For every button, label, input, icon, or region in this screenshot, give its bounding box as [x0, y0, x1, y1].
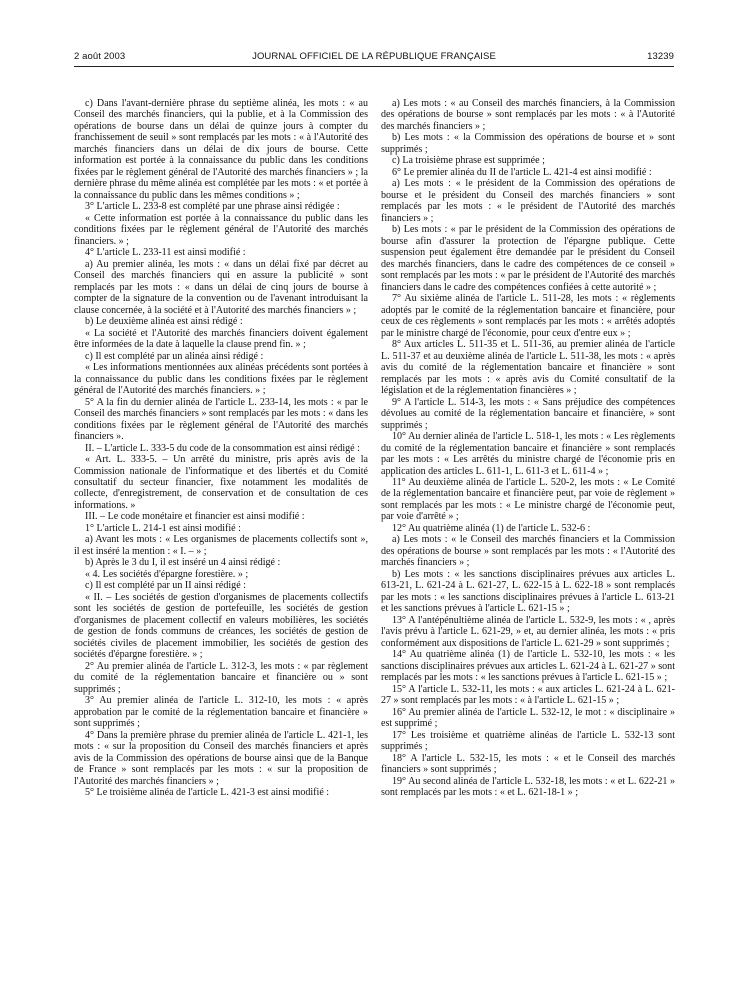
paragraph: « Cette information est portée à la connaissance du public dans les conditions fixées par le règlement général de l'Autorité des marchés financiers. » ;: [74, 212, 368, 247]
header-page-number: 13239: [647, 51, 674, 62]
paragraph: a) Les mots : « le Conseil des marchés financiers et la Commission des opérations de bourse » sont remplacés par les mots : « l'Autorité des marchés financiers » ;: [381, 534, 675, 569]
page-header: [74, 51, 674, 65]
paragraph: 14° Au quatrième alinéa (1) de l'article L. 532-10, les mots : « les sanctions disciplinaires prévues aux articles L. 621-24 à L. 621-27 » sont remplacés par les mots : « les sanctions prévues à l'article L. 621-15 » ;: [381, 649, 675, 684]
header-rule: [74, 66, 674, 67]
paragraph: a) Au premier alinéa, les mots : « dans un délai fixé par décret au Conseil des marchés financiers qui en assure la publicité » sont remplacés par les mots : « dans un délai de cinq jours de bourse à compter de la signature de la convention ou de l'avenant introduisant la clause concernée, à la société et à l'Autorité des marchés financiers » ;: [74, 258, 368, 316]
paragraph: 1° L'article L. 214-1 est ainsi modifié :: [85, 522, 241, 534]
right-column: [381, 98, 675, 799]
paragraph: a) Les mots : « le président de la Commission des opérations de bourse et le président du Conseil des marchés financiers » sont remplacés par les mots : « le président de l'Autorité des marchés financiers » ;: [381, 178, 675, 224]
paragraph: 12° Au quatrième alinéa (1) de l'article L. 532-6 :: [392, 522, 591, 534]
paragraph: 3° Au premier alinéa de l'article L. 312-10, les mots : « après approbation par le comité de la réglementation bancaire et financière » sont supprimés ;: [74, 695, 368, 730]
left-column: [74, 98, 368, 799]
paragraph: c) La troisième phrase est supprimée ;: [392, 155, 545, 167]
paragraph: 10° Au dernier alinéa de l'article L. 518-1, les mots : « Les règlements du comité de la réglementation bancaire et financière » sont remplacés par les mots : « Les arrêtés du ministre chargé de l'économie pris en application des articles L. 611-1, L. 611-3 et L. 611-4 » ;: [381, 431, 675, 477]
paragraph: 15° A l'article L. 532-11, les mots : « aux articles L. 621-24 à L. 621-27 » sont remplacés par les mots : « à l'article L. 621-15 » ;: [381, 683, 675, 707]
paragraph: II. – L'article L. 333-5 du code de la consommation est ainsi rédigé :: [85, 442, 360, 454]
paragraph: 4° L'article L. 233-11 est ainsi modifié :: [85, 247, 246, 259]
header-date: 2 août 2003: [74, 51, 126, 62]
paragraph: c) Il est complété par un II ainsi rédigé :: [85, 580, 246, 592]
paragraph: b) Les mots : « la Commission des opérations de bourse et » sont supprimés ;: [381, 132, 675, 155]
paragraph: 16° Au premier alinéa de l'article L. 532-12, le mot : « disciplinaire » est supprimé ;: [381, 706, 675, 730]
paragraph: c) Il est complété par un alinéa ainsi rédigé :: [85, 350, 264, 362]
paragraph: b) Après le 3 du I, il est inséré un 4 ainsi rédigé :: [85, 557, 281, 569]
paragraph: a) Les mots : « au Conseil des marchés financiers, à la Commission des opérations de bourse » sont remplacés par les mots : « à l'Autorité des marchés financiers » ;: [381, 98, 675, 132]
paragraph: c) Dans l'avant-dernière phrase du septième alinéa, les mots : « au Conseil des marchés financiers, qui la publie, et à la Commission des opérations de bourse dans un délai de quinze jours à compter du franchissement de seuil » sont remplacés par les mots : « à l'Autorité des marchés financiers dans un délai de dix jours de bourse. Cette information est portée à la connaissance du public dans les conditions fixées par le règlement général de l'Autorité des marchés financiers » ; la dernière phrase du même alinéa est complétée par les mots : « et portée à la connaissance du public dans les mêmes conditions » ;: [74, 98, 368, 201]
paragraph: 4° Dans la première phrase du premier alinéa de l'article L. 421-1, les mots : « sur la proposition du Conseil des marchés financiers et après avis de la Commission des opérations de bourse ainsi que de la Banque de France » sont remplacés par les mots : « sur la proposition de l'Autorité des marchés financiers » ;: [74, 729, 368, 787]
paragraph: « La société et l'Autorité des marchés financiers doivent également être informées de la date à laquelle la clause prend fin. » ;: [74, 327, 368, 351]
paragraph: 3° L'article L. 233-8 est complété par une phrase ainsi rédigée :: [85, 201, 340, 213]
paragraph: 18° A l'article L. 532-15, les mots : « et le Conseil des marchés financiers » sont supprimés ;: [381, 752, 675, 776]
paragraph: « Les informations mentionnées aux alinéas précédents sont portées à la connaissance du public dans les conditions fixées par le règlement général de l'Autorité des marchés financiers. » ;: [74, 362, 368, 397]
paragraph: b) Les mots : « les sanctions disciplinaires prévues aux articles L. 613-21, L. 621-24 à L. 621-27, L. 622-15 à L. 622-18 » sont remplacés par les mots : « les sanctions disciplinaires prévues à l'article L. 613-21 et les sanctions prévues à l'article L. 621-15 » ;: [381, 568, 675, 615]
paragraph: 5° A la fin du dernier alinéa de l'article L. 233-14, les mots : « par le Conseil des marchés financiers » sont remplacés par les mots : « dans les conditions fixées par le règlement général de l'Autorité des marchés financiers ».: [74, 396, 368, 443]
paragraph: 7° Au sixième alinéa de l'article L. 511-28, les mots : « règlements adoptés par le comité de la réglementation bancaire et financière, pour ceux de ces règlements » sont remplacés par les mots : « arrêtés adoptés par le ministre chargé de l'économie, pour ceux d'entre eux » ;: [381, 293, 675, 339]
paragraph: 2° Au premier alinéa de l'article L. 312-3, les mots : « par règlement du comité de la réglementation bancaire et financière ou » sont supprimés ;: [74, 660, 368, 695]
paragraph: 13° A l'antépénultième alinéa de l'article L. 532-9, les mots : « , après l'avis prévu à l'article L. 621-29, » et, au dernier alinéa, les mots : « pris conformément aux dispositions de l'article L. 621-29 » sont supprimés ;: [381, 614, 675, 649]
paragraph: 17° Les troisième et quatrième alinéas de l'article L. 532-13 sont supprimés ;: [381, 729, 675, 753]
paragraph: « II. – Les sociétés de gestion d'organismes de placements collectifs sont les sociétés de gestion de portefeuille, les sociétés de gestion d'organismes de placement collectif en valeurs mobilières, les sociétés de gestion de fonds communs de créances, les sociétés de gestion de sociétés civiles de placement immobilier, les sociétés de gestion des sociétés d'épargne forestière. » ;: [74, 591, 368, 661]
paragraph: 8° Aux articles L. 511-35 et L. 511-36, au premier alinéa de l'article L. 511-37 et au deuxième alinéa de l'article L. 511-38, les mots : « après avis du comité de la réglementation bancaire et financière » sont remplacés par les mots : « après avis du Comité consultatif de la législation et de la réglementation financières » ;: [381, 339, 675, 397]
paragraph: « Art. L. 333-5. – Un arrêté du ministre, pris après avis de la Commission nationale de l'informatique et des libertés et du Comité consultatif du secteur financier, fixe notamment les modalités de collecte, d'enregistrement, de conservation et de consultation de ces informations. »: [74, 454, 368, 511]
paragraph: « 4. Les sociétés d'épargne forestière. » ;: [85, 568, 249, 580]
header-title: JOURNAL OFFICIEL DE LA RÉPUBLIQUE FRANÇAISE: [252, 51, 496, 62]
paragraph: 11° Au deuxième alinéa de l'article L. 520-2, les mots : « Le Comité de la réglementation bancaire et financière peut, par voie de règlement » sont remplacés par les mots : « Le ministre chargé de l'économie peut, par voie d'arrêté » ;: [381, 476, 675, 523]
paragraph: a) Avant les mots : « Les organismes de placements collectifs sont », il est inséré la mention : « I. – » ;: [74, 534, 368, 557]
paragraph: b) Les mots : « par le président de la Commission des opérations de bourse afin d'assurer la protection de l'épargne publique. Cette suspension peut également être demandée par le président du Conseil des marchés financiers, dans le cadre des compétences de ce conseil » sont remplacés par les mots : « par le président de l'Autorité des marchés financiers dans le cadre des compétences confiées à cette autorité » ;: [381, 224, 675, 293]
paragraph: b) Le deuxième alinéa est ainsi rédigé :: [85, 316, 243, 328]
paragraph: 5° Le troisième alinéa de l'article L. 421-3 est ainsi modifié :: [85, 787, 330, 799]
paragraph: 19° Au second alinéa de l'article L. 532-18, les mots : « et L. 622-21 » sont remplacés par les mots : « et L. 621-18-1 » ;: [381, 775, 675, 799]
paragraph: 9° A l'article L. 514-3, les mots : « Sans préjudice des compétences dévolues au comité de la réglementation bancaire et financière, » sont supprimés ;: [381, 396, 675, 431]
paragraph: 6° Le premier alinéa du II de l'article L. 421-4 est ainsi modifié :: [392, 166, 652, 178]
paragraph: III. – Le code monétaire et financier est ainsi modifié :: [85, 511, 305, 523]
